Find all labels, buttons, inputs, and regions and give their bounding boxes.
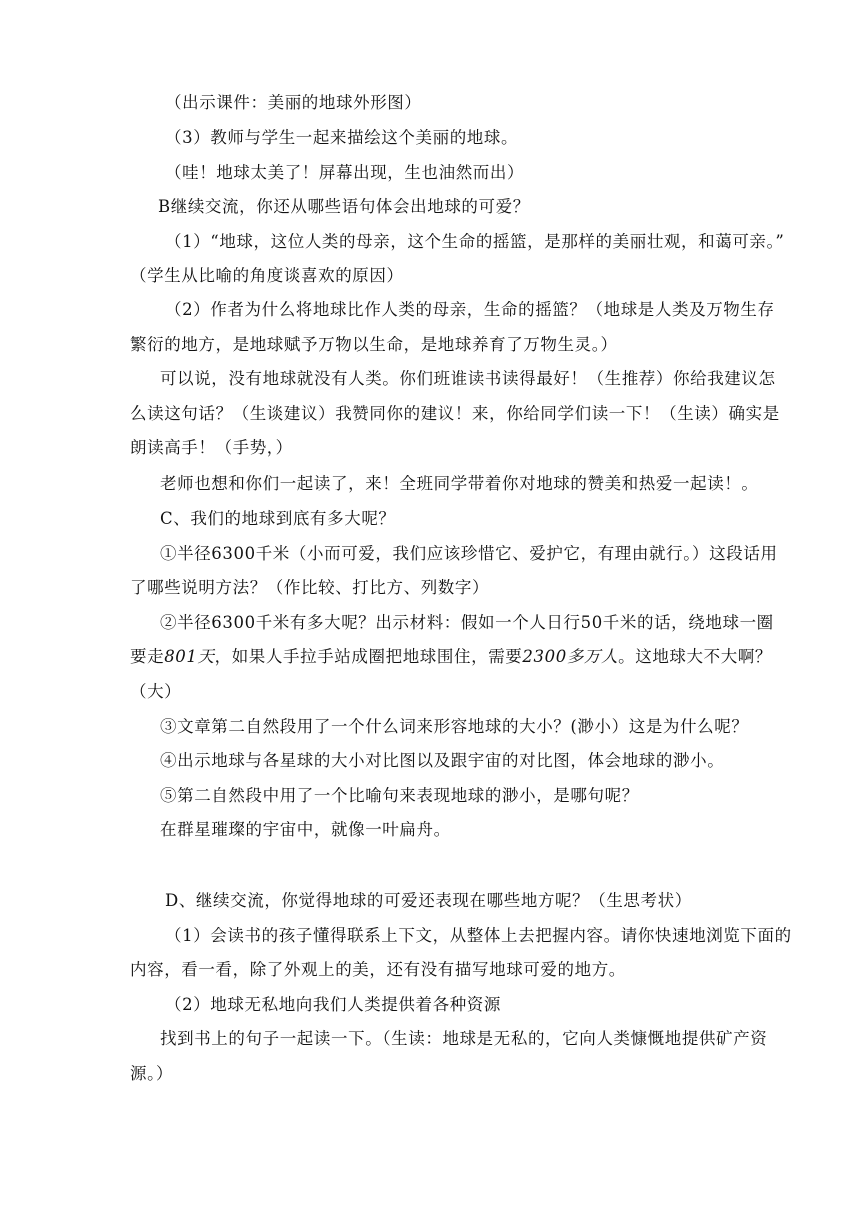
italic-value: 2300多万人 bbox=[522, 647, 619, 666]
text-line: （2）作者为什么将地球比作人类的母亲，生命的摇篮？（地球是人类及万物生存 bbox=[165, 300, 775, 319]
text-line: （3）教师与学生一起来描绘这个美丽的地球。 bbox=[165, 128, 519, 147]
text-line: （2）地球无私地向我们人类提供着各种资源 bbox=[165, 995, 501, 1014]
text-line: 老师也想和你们一起读了，来！全班同学带着你对地球的赞美和热爱一起读！。 bbox=[160, 474, 759, 493]
text-line: ①半径6300千米（小而可爱，我们应该珍惜它、爱护它，有理由就行。）这段话用 bbox=[160, 544, 778, 563]
text-line: （学生从比喻的角度谈喜欢的原因） bbox=[130, 266, 404, 285]
text-run: ，如果人手拉手站成圈把地球围住，需要 bbox=[214, 647, 523, 666]
text-line-mixed bbox=[130, 646, 772, 668]
text-line: ⑤第二自然段中用了一个比喻句来表现地球的渺小，是哪句呢？ bbox=[160, 786, 639, 805]
text-line: 么读这句话？（生谈建议）我赞同你的建议！来，你给同学们读一下！（生读）确实是 bbox=[130, 404, 780, 423]
italic-value: 801天 bbox=[164, 647, 215, 666]
text-line: 繁衍的地方，是地球赋予万物以生命，是地球养育了万物生灵。） bbox=[130, 335, 618, 354]
text-line: 朗读高手！（手势，） bbox=[130, 438, 293, 457]
text-line: B继续交流，你还从哪些语句体会出地球的可爱？ bbox=[158, 197, 530, 216]
text-line: 找到书上的句子一起读一下。（生读：地球是无私的，它向人类慷慨地提供矿产资 bbox=[160, 1029, 768, 1048]
text-line: ④出示地球与各星球的大小对比图以及跟宇宙的对比图，体会地球的渺小。 bbox=[160, 751, 725, 770]
text-line: 可以说，没有地球就没有人类。你们班谁读书读得最好！（生推荐）你给我建议怎 bbox=[160, 369, 776, 388]
text-run: 。这地球大不大啊？ bbox=[618, 647, 773, 666]
text-line: （哇！地球太美了！屏幕出现，生也油然而出） bbox=[165, 163, 525, 182]
text-line: 在群星璀璨的宇宙中，就像一叶扁舟。 bbox=[160, 820, 451, 839]
text-line: 了哪些说明方法？（作比较、打比方、列数字） bbox=[130, 578, 490, 597]
text-line: （1）“地球，这位人类的母亲，这个生命的摇篮，是那样的美丽壮观，和蔼可亲。” bbox=[165, 232, 785, 251]
text-line: D、继续交流，你觉得地球的可爱还表现在哪些地方呢？（生思考状） bbox=[165, 891, 692, 910]
text-line: （出示课件：美丽的地球外形图） bbox=[165, 93, 422, 112]
text-line: （1）会读书的孩子懂得联系上下文，从整体上去把握内容。请你快速地浏览下面的 bbox=[165, 926, 792, 945]
text-line: ③文章第二自然段用了一个什么词来形容地球的大小？(渺小）这是为什么呢？ bbox=[160, 717, 749, 736]
text-line: ②半径6300千米有多大呢？出示材料：假如一个人日行50千米的话，绕地球一圈 bbox=[160, 613, 774, 632]
text-line: （大） bbox=[130, 682, 182, 701]
text-run: 要走 bbox=[130, 647, 165, 666]
text-line: 内容，看一看，除了外观上的美，还有没有描写地球可爱的地方。 bbox=[130, 960, 626, 979]
text-line: 源。） bbox=[130, 1064, 174, 1083]
text-line: C、我们的地球到底有多大呢？ bbox=[160, 509, 396, 528]
